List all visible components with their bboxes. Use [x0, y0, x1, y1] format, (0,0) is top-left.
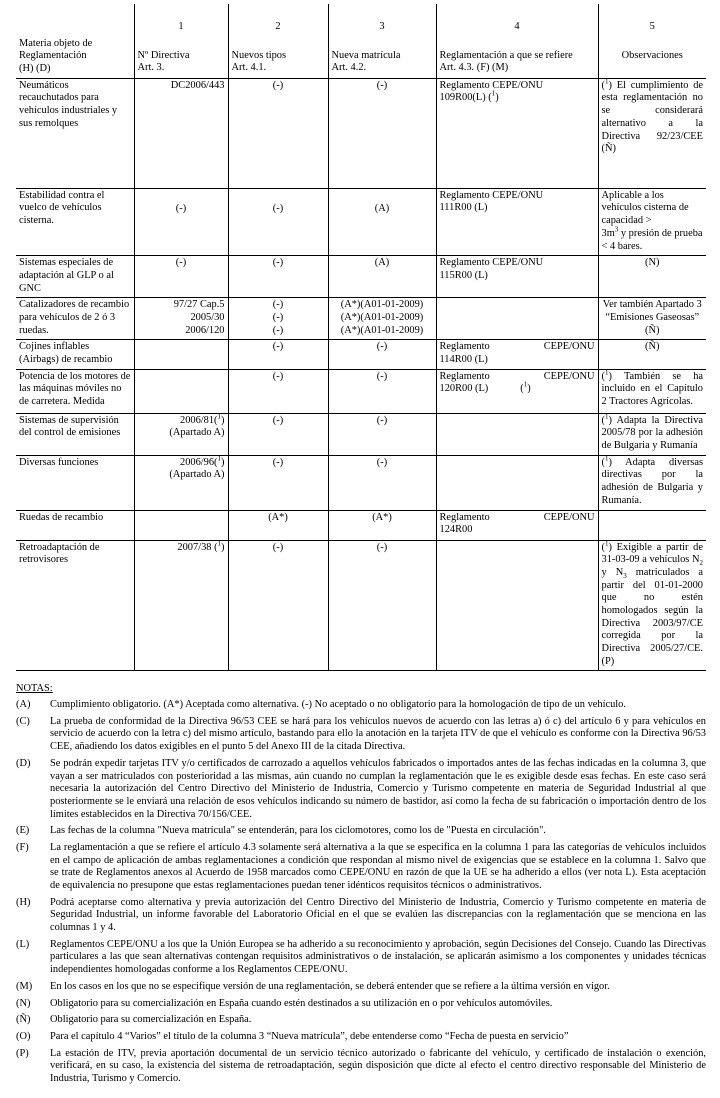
row-matricula: (-)	[328, 369, 436, 413]
note-item	[16, 842, 706, 893]
note-code: (D)	[16, 757, 31, 769]
row-reglamento	[436, 298, 598, 340]
row-observaciones: ($^1$) Exigible a partir de 31-03-09 a vehículos $N_2$ y $N_3$ matriculados a partir del 01-01-2000 que no estén homologados según la Directiva 2003/97/CE corregida por la Directiva 2005/27/CE. (P)	[598, 540, 706, 671]
row-materia: Estabilidad contra el vuelco de vehículos cisterna.	[16, 188, 134, 255]
note-item	[16, 998, 706, 1011]
note-item	[16, 699, 706, 712]
note-code: (P)	[16, 1047, 29, 1059]
row-nuevos: (-)	[228, 256, 328, 298]
note-text: Cumplimiento obligatorio. (A*) Aceptada como alternativa. (-) No aceptado o no obligatorio para la homologación de tipo de un vehículo.	[50, 699, 626, 711]
row-observaciones: (N)	[598, 256, 706, 298]
note-item	[16, 939, 706, 977]
row-matricula: (A)	[328, 256, 436, 298]
row-nuevos: (-)	[228, 188, 328, 255]
row-matricula: (A*)	[328, 510, 436, 540]
note-text: Se podrán expedir tarjetas ITV y/o certificados de carrozado a aquellos vehículos fabricados o importados antes de las fechas indicadas en la columna 3, que vayan a ser matriculados con posterioridad a las mismas, aún cuando no cumplan la reglamentación que le es exigible desde esas fechas. En este caso será necesaria la autorización del Centro Directivo del Ministerio de Industria, Comercio y Turismo competente en materia de Seguridad Industrial al que posteriormente se le enviará una relación de esos vehículos indicando su número de bastidor, así como la fecha de su fabricación o importación dentro de los límites establecidos en la Directiva 70/156/CEE.	[50, 757, 706, 820]
row-matricula: (-)	[328, 340, 436, 369]
row-matricula: (-)	[328, 413, 436, 455]
header-col-3: 3 Nueva matrícula Art. 4.2.	[328, 4, 436, 78]
note-item	[16, 897, 706, 935]
header-col-4: 4 Reglamentación a que se refiere Art. 4.3. (F) (M)	[436, 4, 598, 78]
note-text: En los casos en los que no se especifique versión de una reglamentación, se deberá entender que se refiere a la última versión en vigor.	[50, 980, 610, 992]
table-row	[16, 298, 706, 340]
notes-section	[16, 683, 706, 1085]
header-materia: Materia objeto de Reglamentación (H) (D)	[19, 37, 93, 75]
row-reglamento: Reglamento CEPE/ONU 115R00 (L)	[436, 256, 598, 298]
row-reglamento: Reglamento CEPE/ONU 111R00 (L)	[436, 188, 598, 255]
note-code: (F)	[16, 841, 29, 853]
note-item	[16, 1031, 706, 1044]
table-row	[16, 455, 706, 510]
note-code: (Ñ)	[16, 1014, 31, 1026]
row-materia: Catalizadores de recambio para vehículos de 2 ó 3 ruedas.	[16, 298, 134, 340]
table-row	[16, 510, 706, 540]
row-reglamento: Reglamento CEPE/ONU 109R00(L) ($^1$)	[436, 78, 598, 188]
table-row	[16, 540, 706, 671]
note-item	[16, 825, 706, 838]
row-materia: Ruedas de recambio	[16, 510, 134, 540]
row-nuevos: (-)	[228, 540, 328, 671]
note-text: La prueba de conformidad de la Directiva 96/53 CEE se hará para los vehículos nuevos de acuerdo con las letras a) ó c) del artículo 6 y para vehículos en servicio de acuerdo con la letra c) del mismo artículo, bastando para ello la anotación en la tarjeta ITV de que el vehículo es conforme con la Directiva 96/53 CEE, añadiendo los datos exigibles en el punto 5 del Anexo III de la citada Directiva.	[50, 715, 706, 753]
note-item	[16, 716, 706, 754]
note-code: (E)	[16, 825, 30, 837]
row-nuevos: (-)	[228, 413, 328, 455]
row-observaciones: ($^1$) También se ha incluido en el Capítulo 2 Tractores Agrícolas.	[598, 369, 706, 413]
row-nuevos: (-)	[228, 340, 328, 369]
table-row	[16, 413, 706, 455]
notes-title: NOTAS:	[16, 683, 53, 695]
note-item	[16, 758, 706, 821]
row-matricula: (-)	[328, 455, 436, 510]
row-materia: Diversas funciones	[16, 455, 134, 510]
table-row	[16, 340, 706, 369]
row-observaciones	[598, 510, 706, 540]
row-reglamento	[436, 455, 598, 510]
row-materia: Potencia de los motores de las máquinas móviles no de carretera. Medida	[16, 369, 134, 413]
note-code: (N)	[16, 997, 31, 1009]
row-directiva: (-)	[134, 188, 228, 255]
note-text: La reglamentación a que se refiere el artículo 4.3 solamente será alternativa a la que se especifica en la columna 1 para las categorías de vehículos incluidos en el campo de aplicación de ambas reglamentaciones a condición que respondan al mismo nivel de exigencias que se establece en la columna 1. Salvo que se trate de Reglamentos anexos al Acuerdo de 1958 marcados como CEPE/ONU en razón de que la UE se ha adherido a ellos (ver nota L). Esta aceptación de equivalencia no presupone que estas reglamentaciones puedan tener idénticos requisitos técnicos o administrativos.	[50, 841, 706, 891]
note-code: (A)	[16, 699, 31, 711]
note-code: (L)	[16, 938, 30, 950]
note-text: Obligatorio para su comercialización en España cuando estén destinados a su utilización en o por vehículos automóviles.	[50, 997, 553, 1009]
row-observaciones: ($^1$) El cumplimiento de esta reglamentación no se considerará alternativo a la Directiva 92/23/CEE (Ñ)	[598, 78, 706, 188]
note-item	[16, 981, 706, 994]
note-item	[16, 1014, 706, 1027]
row-nuevos: (-)	[228, 78, 328, 188]
row-directiva: DC2006/443	[134, 78, 228, 188]
row-matricula: (-)	[328, 540, 436, 671]
row-materia: Retroadaptación de retrovisores	[16, 540, 134, 671]
row-observaciones: ($^1$) Adapta diversas directivas por la adhesión de Bulgaria y Rumanía.	[598, 455, 706, 510]
row-nuevos: (-)	[228, 369, 328, 413]
note-code: (M)	[16, 980, 33, 992]
note-code: (C)	[16, 715, 30, 727]
row-reglamento	[436, 540, 598, 671]
table-header-row	[16, 4, 706, 78]
note-text: Para el capítulo 4 “Varios” el título de la columna 3 “Nueva matrícula”, debe entenderse como “Fecha de puesta en servicio”	[50, 1030, 569, 1042]
note-item	[16, 1048, 706, 1086]
table-row	[16, 188, 706, 255]
row-materia: Cojines inflables (Airbags) de recambio	[16, 340, 134, 369]
table-row	[16, 256, 706, 298]
row-directiva	[134, 510, 228, 540]
row-nuevos: (-) (-) (-)	[228, 298, 328, 340]
row-reglamento	[436, 413, 598, 455]
regulation-table	[16, 4, 706, 671]
row-observaciones: ($^1$) Adapta la Directiva 2005/78 por la adhesión de Bulgaria y Rumanía	[598, 413, 706, 455]
row-directiva: 97/27 Cap.5 2005/30 2006/120	[134, 298, 228, 340]
row-materia: Sistemas de supervisión del control de emisiones	[16, 413, 134, 455]
note-code: (O)	[16, 1030, 31, 1042]
note-code: (H)	[16, 896, 31, 908]
row-observaciones: (Ñ)	[598, 340, 706, 369]
row-directiva: 2007/38 ($^1$)	[134, 540, 228, 671]
note-text: Podrá aceptarse como alternativa y previa autorización del Centro Directivo del Ministerio de Industria, Comercio y Turismo competente en materia de Seguridad Industrial, un informe favorable del Laboratorio Oficial en el que se evalúen las discrepancias con la reglamentación que se menciona en las columnas 1 y 4.	[50, 896, 706, 934]
header-col-1: 1 Nº Directiva Art. 3.	[134, 4, 228, 78]
row-matricula: (-)	[328, 78, 436, 188]
note-text: Reglamentos CEPE/ONU a los que la Unión Europea se ha adherido a su reconocimiento y aprobación, según Decisiones del Consejo. Cuando las Directivas particulares a las que sean alternativas contengan requisitos administrativos o de instalación, se aplicarán asimismo a los componentes y unidades técnicas independientes homologadas conforme a los Reglamentos CEPE/ONU.	[50, 938, 706, 976]
row-directiva	[134, 369, 228, 413]
header-col-2: 2 Nuevos tipos Art. 4.1.	[228, 4, 328, 78]
row-nuevos: (A*)	[228, 510, 328, 540]
header-col-5: 5 Observaciones	[598, 4, 706, 78]
note-text: Las fechas de la columna "Nueva matrícula" se entenderán, para los ciclomotores, como los de "Puesta en circulación".	[50, 825, 546, 837]
row-observaciones: Aplicable a los vehículos cisterna de capacidad > $3m^3$ y presión de prueba < 4 bares.	[598, 188, 706, 255]
row-directiva: 2006/96($^1$) (Apartado A)	[134, 455, 228, 510]
table-row	[16, 369, 706, 413]
row-directiva: 2006/81($^1$) (Apartado A)	[134, 413, 228, 455]
row-reglamento: Reglamento CEPE/ONU 124R00	[436, 510, 598, 540]
note-text: La estación de ITV, previa aportación documental de un servicio técnico autorizado o fabricante del vehículo, y certificado de instalación o exención, verificará, en su caso, la existencia del sistema de retroadaptación, según disposición que dicte al efecto el centro directivo responsable del Ministerio de Industria, Turismo y Comercio.	[50, 1047, 706, 1084]
row-observaciones: Ver también Apartado 3 “Emisiones Gaseosas” (Ñ)	[598, 298, 706, 340]
row-materia: Neumáticos recauchutados para vehículos industriales y sus remolques	[16, 78, 134, 188]
row-materia: Sistemas especiales de adaptación al GLP o al GNC	[16, 256, 134, 298]
row-matricula: (A)	[328, 188, 436, 255]
note-text: Obligatorio para su comercialización en España.	[50, 1014, 252, 1026]
row-reglamento: Reglamento CEPE/ONU 114R00 (L)	[436, 340, 598, 369]
table-row	[16, 78, 706, 188]
row-matricula: (A*)(A01-01-2009) (A*)(A01-01-2009) (A*)(A01-01-2009)	[328, 298, 436, 340]
row-directiva: (-)	[134, 256, 228, 298]
row-directiva	[134, 340, 228, 369]
row-reglamento: Reglamento CEPE/ONU 120R00 (L) ($^1$)	[436, 369, 598, 413]
row-nuevos: (-)	[228, 455, 328, 510]
